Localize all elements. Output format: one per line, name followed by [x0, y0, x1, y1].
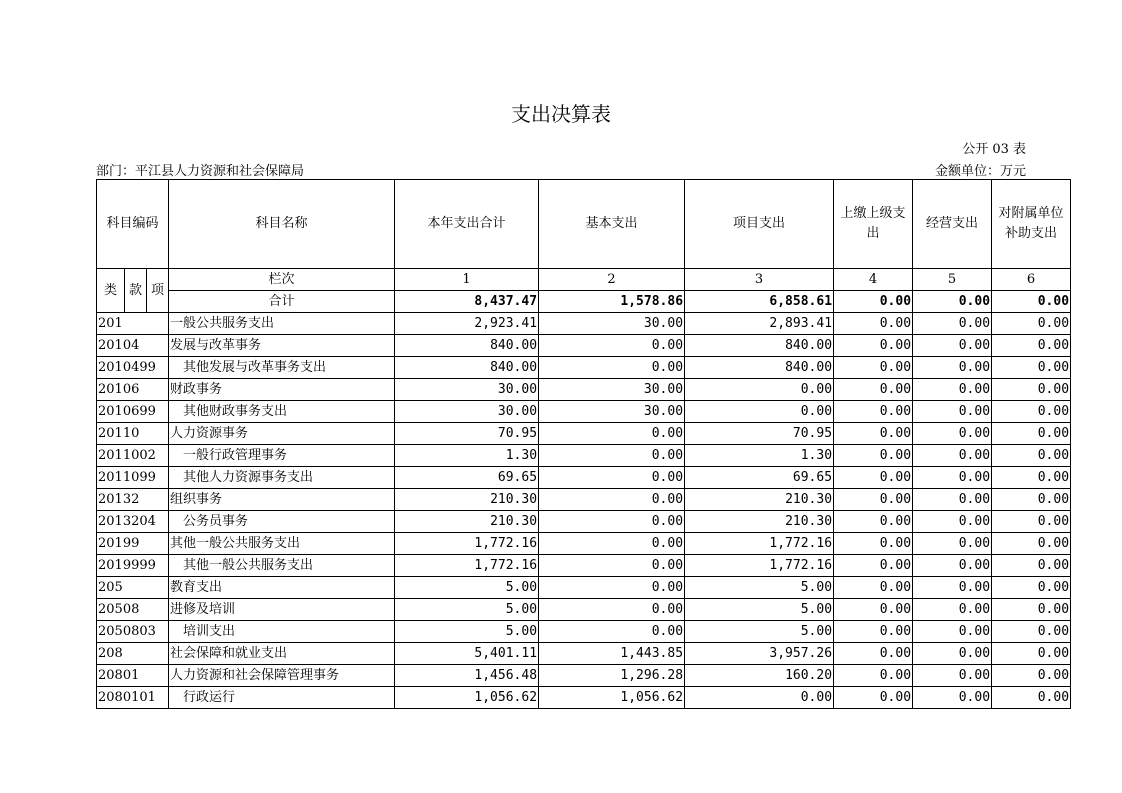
- amount-cell: 0.00: [685, 401, 834, 423]
- subject-name: 其他人力资源事务支出: [169, 467, 395, 489]
- amount-cell: 0.00: [992, 335, 1071, 357]
- subject-code: 2011002: [97, 445, 169, 467]
- amount-cell: 0.00: [913, 489, 992, 511]
- amount-cell: 1,056.62: [395, 687, 539, 709]
- total-value: 0.00: [992, 291, 1071, 313]
- amount-cell: 2,893.41: [685, 313, 834, 335]
- amount-cell: 5.00: [395, 577, 539, 599]
- subject-code: 2011099: [97, 467, 169, 489]
- amount-cell: 0.00: [992, 577, 1071, 599]
- amount-cell: 1.30: [685, 445, 834, 467]
- amount-cell: 0.00: [992, 445, 1071, 467]
- subject-code: 20508: [97, 599, 169, 621]
- amount-cell: 0.00: [539, 599, 685, 621]
- total-value: 6,858.61: [685, 291, 834, 313]
- amount-cell: 0.00: [913, 687, 992, 709]
- subject-name: 进修及培训: [169, 599, 395, 621]
- amount-cell: 0.00: [834, 357, 913, 379]
- department-label: 部门：平江县人力资源和社会保障局: [96, 164, 305, 179]
- subject-code: 201: [97, 313, 169, 335]
- subject-code: 2019999: [97, 555, 169, 577]
- lei-label: 类: [97, 269, 125, 313]
- amount-cell: 0.00: [539, 533, 685, 555]
- amount-cell: 840.00: [395, 335, 539, 357]
- subject-code: 20199: [97, 533, 169, 555]
- subject-name: 财政事务: [169, 379, 395, 401]
- amount-cell: 0.00: [834, 621, 913, 643]
- table-row: [97, 643, 1071, 665]
- subject-name: 其他一般公共服务支出: [169, 555, 395, 577]
- amount-cell: 1,772.16: [395, 555, 539, 577]
- amount-cell: 0.00: [913, 357, 992, 379]
- amount-cell: 69.65: [685, 467, 834, 489]
- amount-cell: 0.00: [992, 489, 1071, 511]
- amount-cell: 70.95: [685, 423, 834, 445]
- subject-name: 社会保障和就业支出: [169, 643, 395, 665]
- amount-cell: 0.00: [539, 357, 685, 379]
- amount-cell: 0.00: [539, 621, 685, 643]
- amount-cell: 0.00: [992, 599, 1071, 621]
- amount-cell: 0.00: [834, 379, 913, 401]
- amount-cell: 0.00: [539, 423, 685, 445]
- amount-cell: 0.00: [539, 489, 685, 511]
- col-number: 2: [539, 269, 685, 291]
- table-row: [97, 511, 1071, 533]
- amount-cell: 1,456.48: [395, 665, 539, 687]
- amount-cell: 840.00: [395, 357, 539, 379]
- col-number: 3: [685, 269, 834, 291]
- amount-cell: 0.00: [992, 467, 1071, 489]
- subject-name: 行政运行: [169, 687, 395, 709]
- amount-cell: 0.00: [913, 401, 992, 423]
- amount-cell: 0.00: [834, 423, 913, 445]
- amount-cell: 210.30: [395, 511, 539, 533]
- subject-name: 人力资源和社会保障管理事务: [169, 665, 395, 687]
- col-number: 6: [992, 269, 1071, 291]
- amount-cell: 0.00: [992, 533, 1071, 555]
- amount-cell: 0.00: [913, 577, 992, 599]
- subject-code: 2013204: [97, 511, 169, 533]
- amount-cell: 0.00: [834, 577, 913, 599]
- expenditure-table: [96, 179, 1071, 709]
- subject-name: 教育支出: [169, 577, 395, 599]
- amount-cell: 210.30: [685, 511, 834, 533]
- xiang-label: 项: [147, 269, 169, 313]
- header-business: 经营支出: [913, 180, 992, 269]
- amount-cell: 0.00: [992, 357, 1071, 379]
- amount-cell: 0.00: [539, 467, 685, 489]
- col-number: 5: [913, 269, 992, 291]
- amount-cell: 160.20: [685, 665, 834, 687]
- amount-cell: 0.00: [834, 511, 913, 533]
- amount-cell: 30.00: [539, 313, 685, 335]
- amount-cell: 0.00: [834, 665, 913, 687]
- amount-cell: 0.00: [913, 335, 992, 357]
- amount-cell: 0.00: [834, 313, 913, 335]
- amount-cell: 0.00: [992, 621, 1071, 643]
- amount-cell: 0.00: [913, 533, 992, 555]
- subject-code: 208: [97, 643, 169, 665]
- amount-cell: 5.00: [685, 599, 834, 621]
- table-row: [97, 357, 1071, 379]
- amount-cell: 1,056.62: [539, 687, 685, 709]
- amount-cell: 1,296.28: [539, 665, 685, 687]
- amount-cell: 0.00: [685, 379, 834, 401]
- amount-cell: 0.00: [685, 687, 834, 709]
- table-row: [97, 489, 1071, 511]
- table-row: [97, 577, 1071, 599]
- amount-cell: 0.00: [913, 643, 992, 665]
- lanci-label: 栏次: [169, 269, 395, 291]
- amount-cell: 0.00: [992, 555, 1071, 577]
- amount-cell: 1,443.85: [539, 643, 685, 665]
- table-row: [97, 665, 1071, 687]
- kuan-label: 款: [125, 269, 147, 313]
- amount-cell: 0.00: [992, 423, 1071, 445]
- amount-cell: 5.00: [395, 621, 539, 643]
- header-name: 科目名称: [169, 180, 395, 269]
- unit-label: 金额单位：万元: [934, 164, 1026, 179]
- amount-cell: 0.00: [539, 555, 685, 577]
- subject-name: 一般行政管理事务: [169, 445, 395, 467]
- col-number: 4: [834, 269, 913, 291]
- amount-cell: 0.00: [834, 445, 913, 467]
- amount-cell: 5.00: [395, 599, 539, 621]
- subject-code: 20132: [97, 489, 169, 511]
- column-number-row: [97, 269, 1071, 291]
- amount-cell: 210.30: [395, 489, 539, 511]
- table-row: [97, 687, 1071, 709]
- amount-cell: 0.00: [913, 313, 992, 335]
- amount-cell: 210.30: [685, 489, 834, 511]
- amount-cell: 0.00: [992, 511, 1071, 533]
- amount-cell: 840.00: [685, 357, 834, 379]
- total-value: 0.00: [834, 291, 913, 313]
- total-value: 0.00: [913, 291, 992, 313]
- amount-cell: 0.00: [913, 665, 992, 687]
- amount-cell: 69.65: [395, 467, 539, 489]
- amount-cell: 0.00: [539, 335, 685, 357]
- total-value: 1,578.86: [539, 291, 685, 313]
- amount-cell: 1,772.16: [395, 533, 539, 555]
- amount-cell: 30.00: [539, 379, 685, 401]
- amount-cell: 840.00: [685, 335, 834, 357]
- amount-cell: 0.00: [539, 445, 685, 467]
- subject-name: 其他发展与改革事务支出: [169, 357, 395, 379]
- table-row: [97, 621, 1071, 643]
- total-row: [97, 291, 1071, 313]
- table-row: [97, 423, 1071, 445]
- amount-cell: 30.00: [395, 379, 539, 401]
- amount-cell: 30.00: [539, 401, 685, 423]
- amount-cell: 5,401.11: [395, 643, 539, 665]
- amount-cell: 0.00: [913, 379, 992, 401]
- table-row: [97, 401, 1071, 423]
- page-title: 支出决算表: [511, 102, 611, 126]
- amount-cell: 5.00: [685, 621, 834, 643]
- amount-cell: 0.00: [913, 445, 992, 467]
- amount-cell: 70.95: [395, 423, 539, 445]
- subject-code: 2080101: [97, 687, 169, 709]
- subject-name: 发展与改革事务: [169, 335, 395, 357]
- amount-cell: 0.00: [913, 621, 992, 643]
- amount-cell: 0.00: [992, 665, 1071, 687]
- amount-cell: 0.00: [913, 467, 992, 489]
- amount-cell: 0.00: [913, 511, 992, 533]
- subject-code: 205: [97, 577, 169, 599]
- subject-code: 20104: [97, 335, 169, 357]
- amount-cell: 0.00: [834, 533, 913, 555]
- amount-cell: 5.00: [685, 577, 834, 599]
- amount-cell: 0.00: [834, 687, 913, 709]
- amount-cell: 3,957.26: [685, 643, 834, 665]
- header-code: 科目编码: [97, 180, 169, 269]
- subject-name: 其他一般公共服务支出: [169, 533, 395, 555]
- heji-label: 合计: [169, 291, 395, 313]
- subject-name: 公务员事务: [169, 511, 395, 533]
- amount-cell: 0.00: [834, 489, 913, 511]
- amount-cell: 0.00: [992, 643, 1071, 665]
- header-upper: 上缴上级支出: [834, 180, 913, 269]
- subject-name: 一般公共服务支出: [169, 313, 395, 335]
- amount-cell: 0.00: [992, 401, 1071, 423]
- table-row: [97, 533, 1071, 555]
- col-number: 1: [395, 269, 539, 291]
- subject-code: 2010699: [97, 401, 169, 423]
- subject-code: 20106: [97, 379, 169, 401]
- amount-cell: 30.00: [395, 401, 539, 423]
- table-row: [97, 555, 1071, 577]
- table-row: [97, 445, 1071, 467]
- header-subsidy: 对附属单位补助支出: [992, 180, 1071, 269]
- amount-cell: 0.00: [539, 577, 685, 599]
- amount-cell: 0.00: [834, 335, 913, 357]
- header-basic: 基本支出: [539, 180, 685, 269]
- amount-cell: 0.00: [539, 511, 685, 533]
- amount-cell: 0.00: [913, 423, 992, 445]
- amount-cell: 0.00: [992, 379, 1071, 401]
- amount-cell: 0.00: [913, 599, 992, 621]
- amount-cell: 0.00: [834, 555, 913, 577]
- amount-cell: 0.00: [834, 467, 913, 489]
- table-row: [97, 379, 1071, 401]
- amount-cell: 0.00: [913, 555, 992, 577]
- header-row: [97, 180, 1071, 269]
- amount-cell: 0.00: [834, 643, 913, 665]
- subject-name: 其他财政事务支出: [169, 401, 395, 423]
- subject-name: 人力资源事务: [169, 423, 395, 445]
- amount-cell: 0.00: [834, 401, 913, 423]
- amount-cell: 2,923.41: [395, 313, 539, 335]
- subject-code: 2050803: [97, 621, 169, 643]
- amount-cell: 1,772.16: [685, 555, 834, 577]
- header-project: 项目支出: [685, 180, 834, 269]
- table-row: [97, 313, 1071, 335]
- amount-cell: 1.30: [395, 445, 539, 467]
- subject-name: 组织事务: [169, 489, 395, 511]
- header-total: 本年支出合计: [395, 180, 539, 269]
- subject-code: 2010499: [97, 357, 169, 379]
- total-value: 8,437.47: [395, 291, 539, 313]
- table-row: [97, 335, 1071, 357]
- subject-code: 20110: [97, 423, 169, 445]
- subject-code: 20801: [97, 665, 169, 687]
- table-row: [97, 467, 1071, 489]
- amount-cell: 0.00: [992, 687, 1071, 709]
- subject-name: 培训支出: [169, 621, 395, 643]
- table-code: 公开 03 表: [962, 142, 1026, 157]
- amount-cell: 1,772.16: [685, 533, 834, 555]
- amount-cell: 0.00: [834, 599, 913, 621]
- table-row: [97, 599, 1071, 621]
- amount-cell: 0.00: [992, 313, 1071, 335]
